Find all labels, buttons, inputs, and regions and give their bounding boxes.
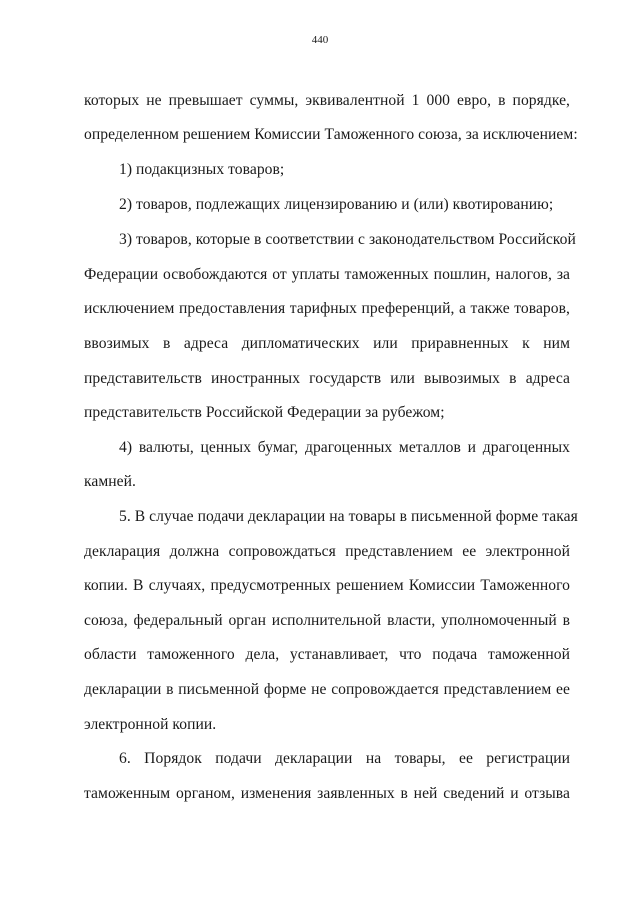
page-number: 440 [311,34,329,46]
text-line: электронной копии. [84,716,217,733]
text-line: области таможенного дела, устанавливает, что подача таможенной [84,646,570,663]
text-line: представительств иностранных государств или вывозимых в адреса [84,370,570,387]
text-line: 4) валюты, ценных бумаг, драгоценных металлов и драгоценных [119,439,570,456]
text-line: которых не превышает суммы, эквивалентной 1 000 евро, в порядке, [84,92,570,109]
text-line: Федерации освобождаются от уплаты таможенных пошлин, налогов, за [84,266,570,283]
text-line: 1) подакцизных товаров; [119,161,285,178]
text-line: 5. В случае подачи декларации на товары в письменной форме такая [119,508,578,525]
text-line: ввозимых в адреса дипломатических или приравненных к ним [84,335,570,352]
text-line: декларации в письменной форме не сопровождается представлением ее [84,681,570,698]
text-line: декларация должна сопровождаться представлением ее электронной [84,543,570,560]
text-line: камней. [84,473,136,490]
text-line: копии. В случаях, предусмотренных решением Комиссии Таможенного [84,577,570,594]
text-line: таможенным органом, изменения заявленных в ней сведений и отзыва [84,785,570,802]
text-line: исключением предоставления тарифных преференций, а также товаров, [84,300,570,317]
text-line: 3) товаров, которые в соответствии с законодательством Российской [119,231,576,248]
text-line: союза, федеральный орган исполнительной власти, уполномоченный в [84,612,570,629]
text-line: 2) товаров, подлежащих лицензированию и (или) квотированию; [119,196,554,213]
text-line: определенном решением Комиссии Таможенного союза, за исключением: [84,126,578,143]
text-line: 6. Порядок подачи декларации на товары, ее регистрации [119,750,570,767]
text-line: представительств Российской Федерации за рубежом; [84,404,445,421]
